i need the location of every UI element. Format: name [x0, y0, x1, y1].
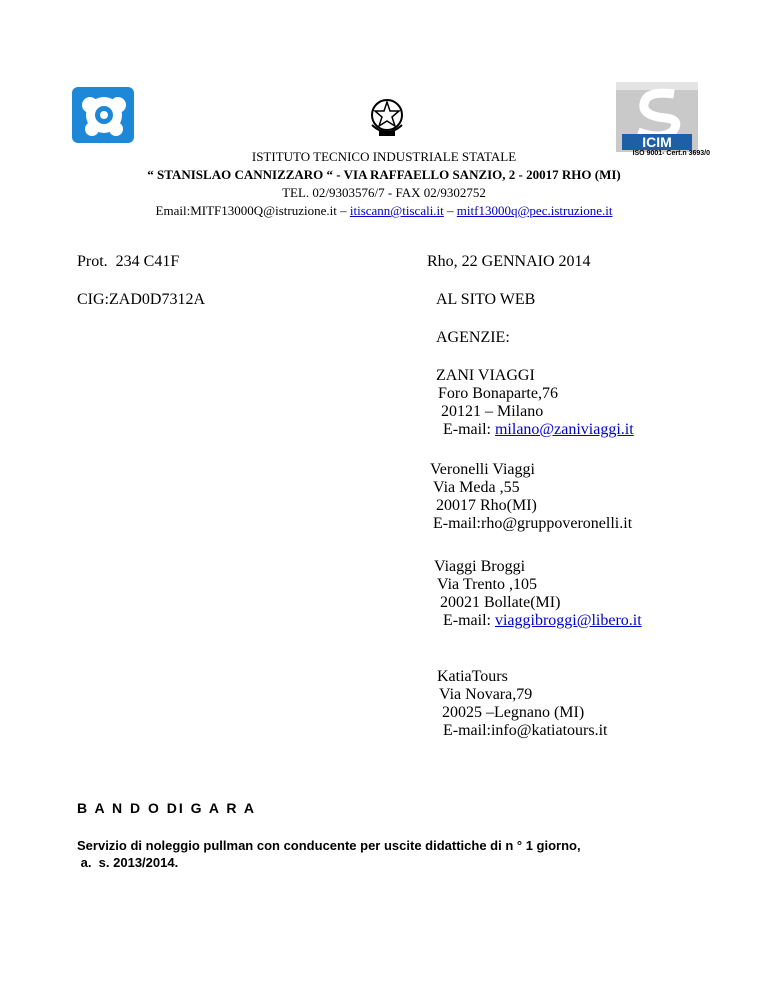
agency-name: Viaggi Broggi	[434, 558, 526, 575]
cig-code: CIG:ZAD0D7312A	[77, 291, 205, 308]
email-link-tiscali[interactable]: itiscann@tiscali.it	[349, 203, 444, 218]
primary-email: Email:MITF13000Q@istruzione.it –	[155, 203, 350, 218]
email-prefix: E-mail:	[443, 421, 495, 438]
republic-emblem-icon	[367, 95, 407, 139]
recipient-website: AL SITO WEB	[436, 291, 536, 308]
agency-email: rho@gruppoveronelli.it	[480, 515, 633, 532]
icim-logo-text: ICIM	[642, 134, 672, 150]
email-link-pec[interactable]: mitf13000q@pec.istruzione.it	[456, 203, 613, 218]
agency-email-link[interactable]: viaggibroggi@libero.it	[494, 612, 642, 629]
school-logo-icon	[70, 85, 138, 147]
agency-city: 20017 Rho(MI)	[436, 497, 537, 514]
agency-address: Via Novara,79	[439, 686, 533, 703]
bando-title: B A N D O DI G A R A	[77, 800, 256, 816]
agency-city: 20121 – Milano	[441, 403, 544, 420]
school-emails	[0, 202, 768, 220]
agency-name: ZANI VIAGGI	[436, 367, 535, 384]
school-phone: TEL. 02/9303576/7 - FAX 02/9302752	[282, 185, 486, 200]
agency-address: Via Trento ,105	[437, 576, 537, 593]
agencies-heading: AGENZIE:	[436, 329, 510, 346]
agency-email-line	[443, 420, 634, 440]
iso-cert-label: ISO 9001- Cert.n 3693/0	[632, 150, 710, 157]
agency-email: info@katiatours.it	[490, 722, 608, 739]
agency-email-line	[433, 514, 632, 534]
agency-email-link[interactable]: milano@zaniviaggi.it	[494, 421, 634, 438]
school-address: “ STANISLAO CANNIZZARO “ - VIA RAFFAELLO SANZIO, 2 - 20017 RHO (MI)	[147, 167, 621, 182]
agency-name: KatiaTours	[437, 668, 508, 685]
agency-address: Foro Bonaparte,76	[438, 385, 558, 402]
school-name: ISTITUTO TECNICO INDUSTRIALE STATALE	[251, 149, 517, 164]
bando-description	[77, 837, 581, 871]
agency-city: 20025 –Legnano (MI)	[442, 704, 585, 721]
protocol-number: Prot. 234 C41F	[77, 253, 180, 270]
document-date: Rho, 22 GENNAIO 2014	[427, 253, 591, 270]
agency-email-line	[443, 721, 607, 741]
email-prefix: E-mail:	[443, 722, 491, 739]
agency-city: 20021 Bollate(MI)	[440, 594, 561, 611]
agency-email-line	[443, 611, 642, 631]
email-prefix: E-mail:	[433, 515, 481, 532]
icim-logo	[616, 82, 698, 152]
icim-logo-icon	[616, 82, 698, 152]
bando-description-line: a. s. 2013/2014.	[77, 855, 179, 870]
email-prefix: E-mail:	[443, 612, 495, 629]
email-separator: –	[443, 203, 457, 218]
agency-address: Via Meda ,55	[433, 479, 520, 496]
bando-description-line: Servizio di noleggio pullman con conducente per uscite didattiche di n ° 1 giorno,	[77, 838, 581, 853]
agency-name: Veronelli Viaggi	[430, 461, 535, 478]
